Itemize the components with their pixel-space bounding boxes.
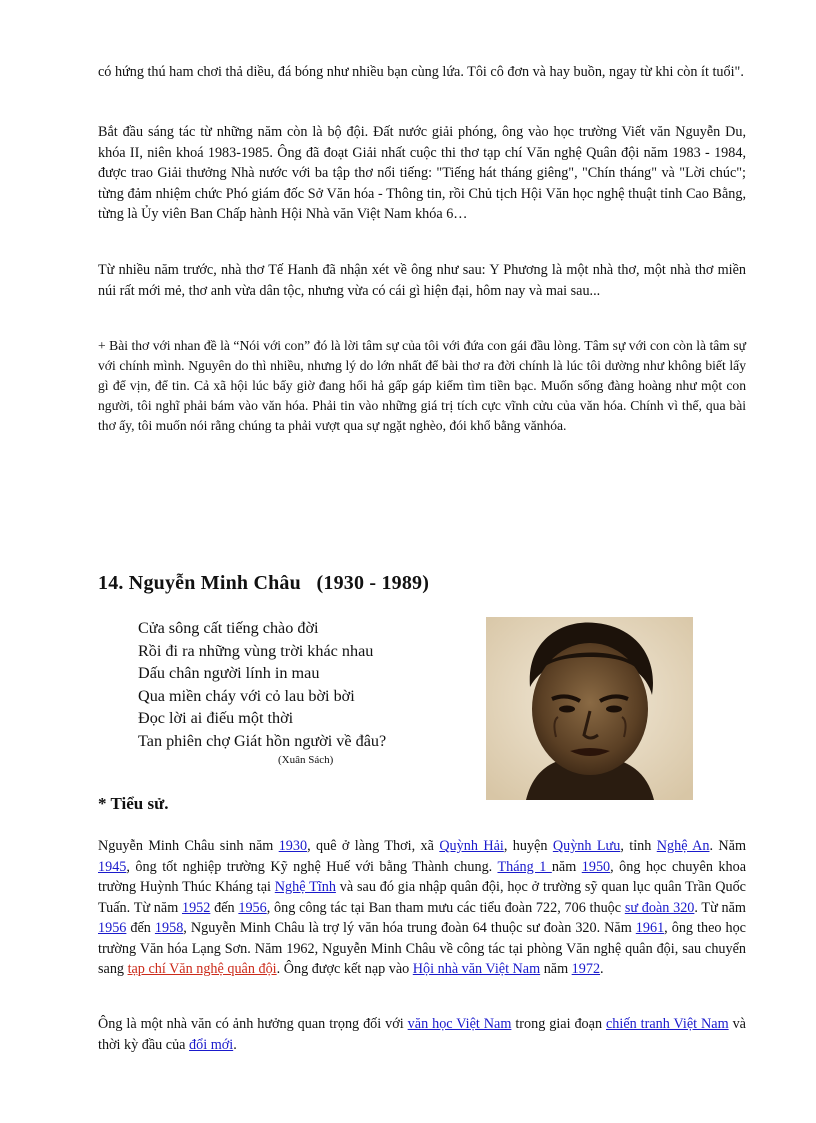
link-hoi-nha-van-viet-nam[interactable]: Hội nhà văn Việt Nam xyxy=(412,961,541,977)
biography-paragraph: Nguyễn Minh Châu sinh năm 1930, quê ở làng Thơi, xã Quỳnh Hải, huyện Quỳnh Lưu, tỉnh Nghệ An. Năm 1945, ông tốt nghiệp trường Kỹ nghệ Huế với bằng Thành chung. Tháng 1 năm 1950, ông học chuyên khoa trường Huỳnh Thúc Kháng tại Nghệ Tĩnh và sau đó gia nhập quân đội, học ở trường sỹ quan lục quân Trần Quốc Tuấn. Từ năm 1952 đến 1956, ông công tác tại Ban tham mưu các tiểu đoàn 722, 706 thuộc sư đoàn 320. Từ năm 1956 đến 1958, Nguyễn Minh Châu là trợ lý văn hóa trung đoàn 64 thuộc sư đoàn 320. Năm 1961, ông theo học trường Văn hóa Lạng Sơn. Năm 1962, Nguyễn Minh Châu về công tác tại phòng Văn nghệ quân đội, sau chuyển sang tạp chí Văn nghệ quân đội. Ông được kết nạp vào Hội nhà văn Việt Nam năm 1972. xyxy=(98,838,746,977)
intro-paragraph-4: + Bài thơ với nhan đề là “Nói với con” đó là lời tâm sự của tôi với đứa con gái đầu lòng. Tâm sự với con còn là tâm sự với chính mình. Nguyên do thì nhiều, nhưng lý do lớn nhất để bài thơ ra đời chính là lúc tôi dường như không biết lấy gì để vịn, để tin. Cả xã hội lúc bấy giờ đang hối hả gấp gáp kiếm tìm tiền bạc. Muốn sống đàng hoàng như một con người, tôi nghĩ phải bám vào văn hóa. Phải tin vào những giá trị tích cực vĩnh cửu của văn hóa. Chính vì thế, qua bài thơ ấy, tôi muốn nói rằng chúng ta phải vượt qua sự ngặt nghèo, đói khổ bằng vănhóa. xyxy=(98,338,746,433)
poem-line: Tan phiên chợ Giát hồn người về đâu? xyxy=(138,731,387,750)
link-1950[interactable]: 1950 xyxy=(581,858,611,875)
poem xyxy=(138,617,386,752)
poem-line: Qua miền cháy với cỏ lau bời bời xyxy=(138,686,355,705)
link-van-hoc-viet-nam[interactable]: văn học Việt Nam xyxy=(407,1016,512,1032)
link-su-doan-320[interactable]: sư đoàn 320 xyxy=(624,899,695,916)
link-1952[interactable]: 1952 xyxy=(181,899,211,916)
link-1956[interactable]: 1956 xyxy=(238,899,267,916)
link-1958[interactable]: 1958 xyxy=(154,920,184,936)
poem-line: Dấu chân người lính in mau xyxy=(138,664,320,682)
link-thang-1[interactable]: Tháng 1 xyxy=(497,858,552,875)
link-1961[interactable]: 1961 xyxy=(635,920,665,936)
poem-attribution: (Xuân Sách) xyxy=(278,754,334,766)
poem-line: Rồi đi ra những vùng trời khác nhau xyxy=(138,641,374,660)
link-1956-b[interactable]: 1956 xyxy=(98,920,127,936)
poem-line: Cửa sông cất tiếng chào đời xyxy=(138,619,319,637)
link-nghe-tinh[interactable]: Nghệ Tĩnh xyxy=(274,879,336,895)
author-portrait xyxy=(486,617,693,800)
intro-paragraph-2: Bắt đầu sáng tác từ những năm còn là bộ đội. Đất nước giải phóng, ông vào học trường Viết văn Nguyễn Du, khóa II, niên khoá 1983-1985. Ông đã đoạt Giải nhất cuộc thi thơ tạp chí Văn nghệ Quân đội năm 1983 - 1984, được trao Giải thưởng Nhà nước với ba tập thơ nổi tiếng: "Tiếng hát tháng giêng", "Chín tháng" và "Lời chúc"; từng đảm nhiệm chức Phó giám đốc Sở Văn hóa - Thông tin, rồi Chủ tịch Hội Văn học nghệ thuật tỉnh Cao Bằng, từng là Ủy viên Ban Chấp hành Hội Nhà văn Việt Nam khóa 6… xyxy=(98,124,746,222)
influence-paragraph: Ông là một nhà văn có ảnh hưởng quan trọng đối với văn học Việt Nam trong giai đoạn chiến tranh Việt Nam và thời kỳ đầu của đổi mới. xyxy=(98,1016,746,1053)
link-doi-moi[interactable]: đổi mới xyxy=(189,1036,234,1053)
intro-paragraph-3: Từ nhiều năm trước, nhà thơ Tế Hanh đã nhận xét về ông như sau: Y Phương là một nhà thơ, một nhà thơ miền núi rất mới mẻ, thơ anh vừa dân tộc, nhưng vừa có cái gì hiện đại, hôm nay và mai sau... xyxy=(98,262,746,299)
link-chien-tranh-viet-nam[interactable]: chiến tranh Việt Nam xyxy=(606,1016,729,1032)
portrait-image xyxy=(486,617,693,800)
poem-line: Đọc lời ai điếu một thời xyxy=(138,709,294,727)
link-1945[interactable]: 1945 xyxy=(98,858,127,875)
section-title: 14. Nguyễn Minh Châu (1930 - 1989) xyxy=(98,572,430,594)
intro-paragraph-1: có hứng thú ham chơi thả diều, đá bóng như nhiều bạn cùng lứa. Tôi cô đơn và hay buồn, ngay từ khi còn ít tuổi". xyxy=(98,64,744,80)
link-1972[interactable]: 1972 xyxy=(571,961,601,977)
section-subheading: * Tiểu sử. xyxy=(98,794,169,813)
link-tap-chi-van-nghe-quan-doi[interactable]: tạp chí Văn nghệ quân đội xyxy=(127,961,277,977)
link-quynh-luu[interactable]: Quỳnh Lưu xyxy=(552,838,621,854)
link-quynh-hai[interactable]: Quỳnh Hải xyxy=(439,838,504,854)
link-nghe-an[interactable]: Nghệ An xyxy=(656,838,710,854)
link-1930[interactable]: 1930 xyxy=(278,838,308,854)
